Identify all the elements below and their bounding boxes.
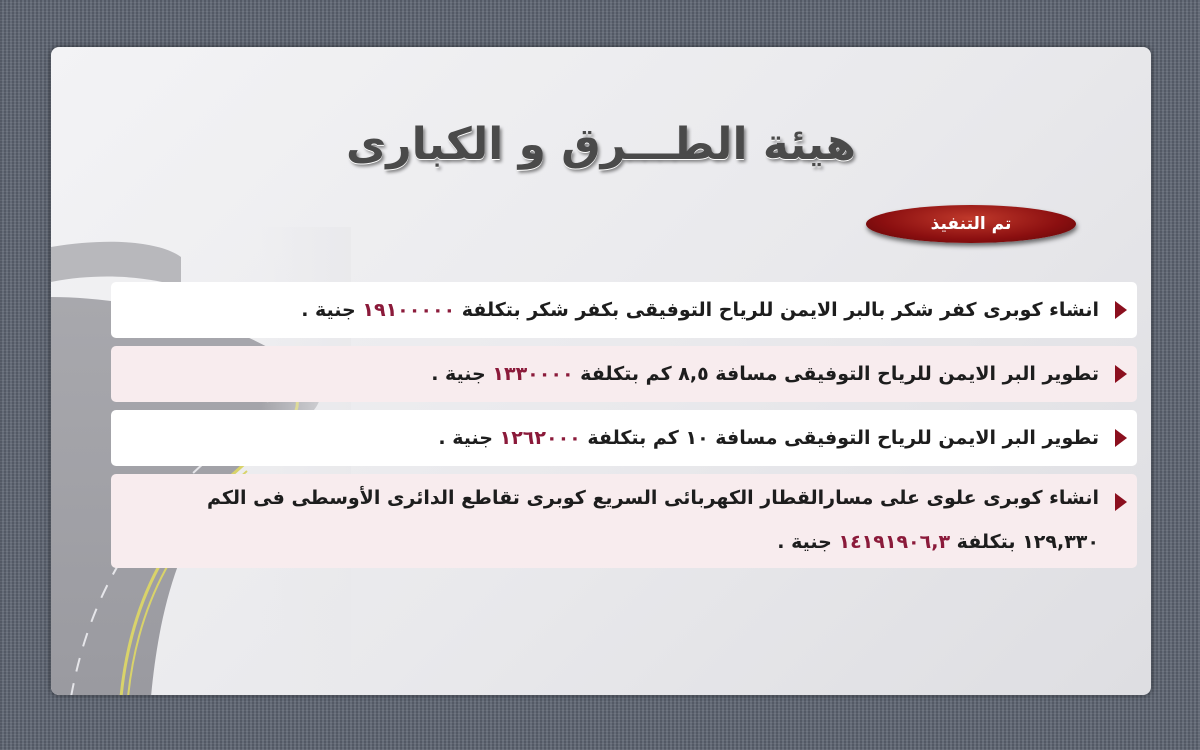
item-cost-value: ١٢٦٢٠٠٠	[499, 427, 581, 449]
item-text-after: جنية .	[438, 427, 500, 449]
item-text-before: انشاء كوبرى كفر شكر بالبر الايمن للرياح التوفيقى بكفر شكر بتكلفة	[455, 299, 1099, 321]
item-text-before: انشاء كوبرى علوى على مسارالقطار الكهربائى السريع كوبرى تقاطع الدائرى الأوسطى فى الكم ١٢٩,٣٣٠ بتكلفة	[206, 487, 1099, 553]
bullet-arrow-icon	[1115, 301, 1127, 319]
item-text-after: جنية .	[431, 363, 493, 385]
item-cost-value: ١٩١٠٠٠٠٠	[362, 299, 456, 321]
slide	[51, 47, 1151, 695]
bullet-arrow-icon	[1115, 493, 1127, 511]
project-list	[111, 282, 1137, 576]
page-title: هيئة الطـــرق و الكبارى	[345, 119, 857, 170]
item-text-after: جنية .	[777, 531, 839, 553]
item-text-before: تطوير البر الايمن للرياح التوفيقى مسافة ٨,٥ كم بتكلفة	[573, 363, 1099, 385]
bullet-arrow-icon	[1115, 365, 1127, 383]
item-cost-value: ١٤١٩١٩٠٦,٣	[838, 531, 951, 553]
bullet-arrow-icon	[1115, 429, 1127, 447]
list-item	[111, 410, 1137, 466]
list-item	[111, 474, 1137, 568]
status-badge: تم التنفيذ	[866, 205, 1076, 243]
item-cost-value: ١٣٣٠٠٠٠	[492, 363, 574, 385]
item-text-after: جنية .	[301, 299, 363, 321]
item-text-before: تطوير البر الايمن للرياح التوفيقى مسافة ١٠ كم بتكلفة	[580, 427, 1099, 449]
list-item	[111, 282, 1137, 338]
list-item	[111, 346, 1137, 402]
